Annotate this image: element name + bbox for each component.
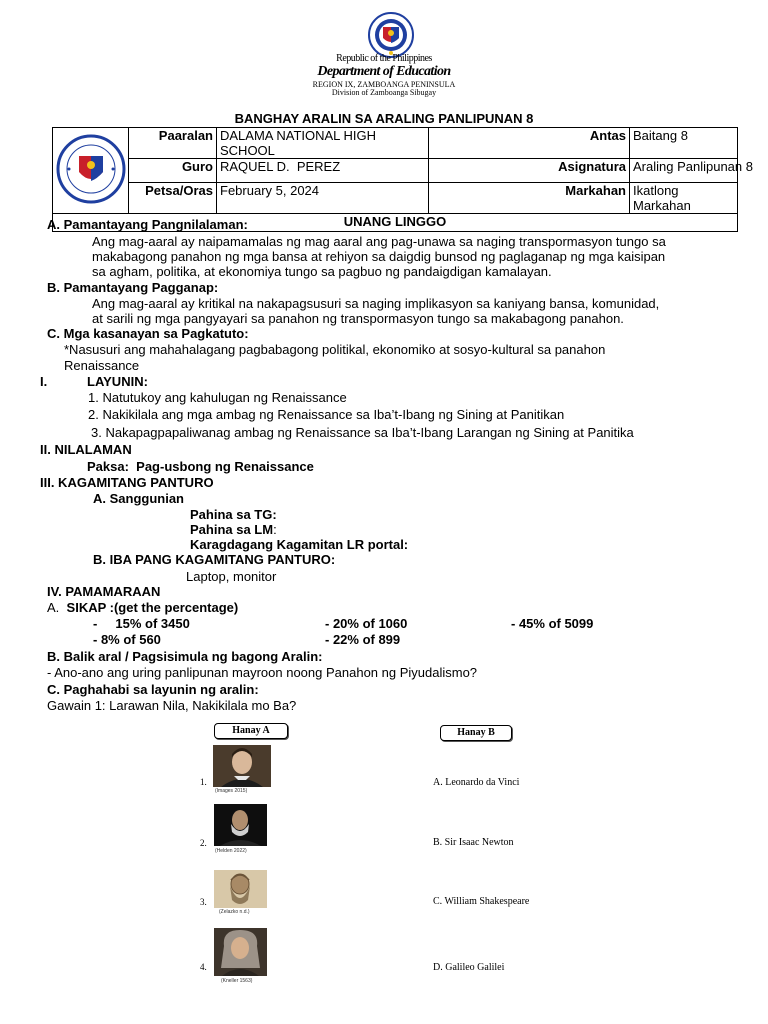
balik-aral-question: - Ano-ano ang uring panlipunan mayroon noong Panahon ng Piyudalismo? xyxy=(47,665,478,680)
pamamaraan-title: IV. PAMAMARAAN xyxy=(47,584,161,599)
image-caption: (Zelazko n.d.) xyxy=(219,909,250,915)
paksa-line xyxy=(87,459,314,475)
answer-option: D. Galileo Galilei xyxy=(433,962,505,973)
section-b-line: at sarili ng mga pangyayari sa panahon ng transpormasyon tungo sa makabagong panahon. xyxy=(92,311,624,326)
asignatura-value: Araling Panlipunan 8 xyxy=(630,159,738,183)
balik-aral-title: B. Balik aral / Pagsisimula ng bagong Aralin: xyxy=(47,649,323,664)
paaralan-label: Paaralan xyxy=(129,128,217,159)
image-caption: (Kneller 1563) xyxy=(221,978,253,984)
layunin-item: 2. Nakikilala ang mga ambag ng Renaissance sa Iba’t-Ibang ng Sining at Panitikan xyxy=(88,407,565,422)
pahina-lm-colon: : xyxy=(273,522,277,537)
document-title: BANGHAY ARALIN SA ARALING PANLIPUNAN 8 xyxy=(234,111,534,126)
item-number: 2. xyxy=(200,838,207,848)
section-c-line: Renaissance xyxy=(64,358,140,373)
section-a-line: Ang mag-aaral ay naipamamalas ng mag aaral ang pag-unawa sa naging transpormasyon tungo sa xyxy=(92,234,666,249)
markahan-label: Markahan xyxy=(429,183,630,214)
section-a-line: sa agham, politika, at ekonomiya tungo sa pagbuo ng pandaigdigan kamalayan. xyxy=(92,264,552,279)
sikap-line xyxy=(47,600,238,616)
portrait-leonardo-image xyxy=(214,870,267,908)
paaralan-value: DALAMA NATIONAL HIGH SCHOOL xyxy=(217,128,429,159)
item-number: 1. xyxy=(200,777,207,787)
department-label: Department of Education xyxy=(317,64,451,79)
sikap-item: - 22% of 899 xyxy=(325,632,401,647)
week-label: UNANG LINGGO xyxy=(53,214,738,232)
pahina-lm-label: Pahina sa LM xyxy=(190,522,274,537)
sikap-number: A. xyxy=(47,600,60,615)
petsa-value: February 5, 2024 xyxy=(217,183,429,214)
hanay-b-header: Hanay B xyxy=(440,725,512,741)
answer-option: A. Leonardo da Vinci xyxy=(433,777,520,788)
portrait-newton-image xyxy=(214,928,267,976)
kagawaran-seal-icon xyxy=(55,134,127,204)
guro-value: RAQUEL D. PEREZ xyxy=(217,159,429,183)
petsa-label: Petsa/Oras xyxy=(129,183,217,214)
region-label: REGION IX, ZAMBOANGA PENINSULA xyxy=(312,80,456,89)
pahina-tg-label: Pahina sa TG: xyxy=(190,507,277,522)
sikap-item: - 15% of 3450 xyxy=(93,616,190,631)
answer-option: C. William Shakespeare xyxy=(433,896,530,907)
paghahabi-title: C. Paghahabi sa layunin ng aralin: xyxy=(47,682,259,697)
item-number: 3. xyxy=(200,897,207,907)
hanay-a-header: Hanay A xyxy=(214,723,288,739)
antas-label: Antas xyxy=(429,128,630,159)
pahina-lm-line xyxy=(190,522,277,538)
asignatura-label: Asignatura xyxy=(429,159,630,183)
markahan-value: Ikatlong Markahan xyxy=(630,183,738,214)
sikap-item: - 20% of 1060 xyxy=(325,616,408,631)
section-a-line: makabagong panahon ng mga bansa at rehiyon sa daigdig bunsod ng paglaganap ng mga kaisipan xyxy=(92,249,666,264)
section-a-title: A. Pamantayang Pangnilalaman: xyxy=(47,217,248,232)
sikap-title: SIKAP :(get the percentage) xyxy=(66,600,239,615)
layunin-item: 1. Natutukoy ang kahulugan ng Renaissance xyxy=(88,390,347,405)
layunin-number: I. xyxy=(40,374,48,389)
sanggunian-title: A. Sanggunian xyxy=(93,491,184,506)
guro-label: Guro xyxy=(129,159,217,183)
portrait-galileo-image xyxy=(214,804,267,846)
section-b-title: B. Pamantayang Pagganap: xyxy=(47,280,219,295)
item-number: 4. xyxy=(200,962,207,972)
iba-pang-kagamitan-value: Laptop, monitor xyxy=(186,569,277,584)
section-c-title: C. Mga kasanayan sa Pagkatuto: xyxy=(47,326,249,341)
gawain-title: Gawain 1: Larawan Nila, Nakikilala mo Ba? xyxy=(47,698,297,713)
answer-option: B. Sir Isaac Newton xyxy=(433,837,514,848)
nilalaman-title: II. NILALAMAN xyxy=(40,442,132,457)
portrait-shakespeare-image xyxy=(213,745,271,787)
division-label: Division of Zamboanga Sibugay xyxy=(331,88,437,97)
deped-seal-logo xyxy=(368,12,414,58)
section-c-line: *Nasusuri ang mahahalagang pagbabagong politikal, ekonomiko at sosyo-kultural sa panahon xyxy=(64,342,606,357)
sikap-item: - 45% of 5099 xyxy=(511,616,594,631)
lr-portal-label: Karagdagang Kagamitan LR portal: xyxy=(190,537,409,552)
layunin-item: 3. Nakapagpapaliwanag ambag ng Renaissance sa Iba’t-Ibang Larangan ng Sining at Panitika xyxy=(91,425,634,440)
sikap-item: - 8% of 560 xyxy=(93,632,161,647)
school-seal-cell xyxy=(53,128,129,214)
image-caption: (Helden 2022) xyxy=(215,848,247,854)
image-caption: (Images 2015) xyxy=(215,788,248,794)
layunin-title: LAYUNIN: xyxy=(87,374,148,389)
kagamitan-title: III. KAGAMITANG PANTURO xyxy=(40,475,214,490)
paksa-value: Pag-usbong ng Renaissance xyxy=(136,459,314,474)
antas-value: Baitang 8 xyxy=(630,128,738,159)
iba-pang-kagamitan-title: B. IBA PANG KAGAMITANG PANTURO: xyxy=(93,552,336,567)
paksa-label: Paksa: xyxy=(87,459,129,474)
republic-label: Republic of the Philippines xyxy=(336,53,432,64)
section-b-line: Ang mag-aaral ay kritikal na nakapagsusuri sa naging implikasyon sa kaniyang bansa, komunidad, xyxy=(92,296,660,311)
